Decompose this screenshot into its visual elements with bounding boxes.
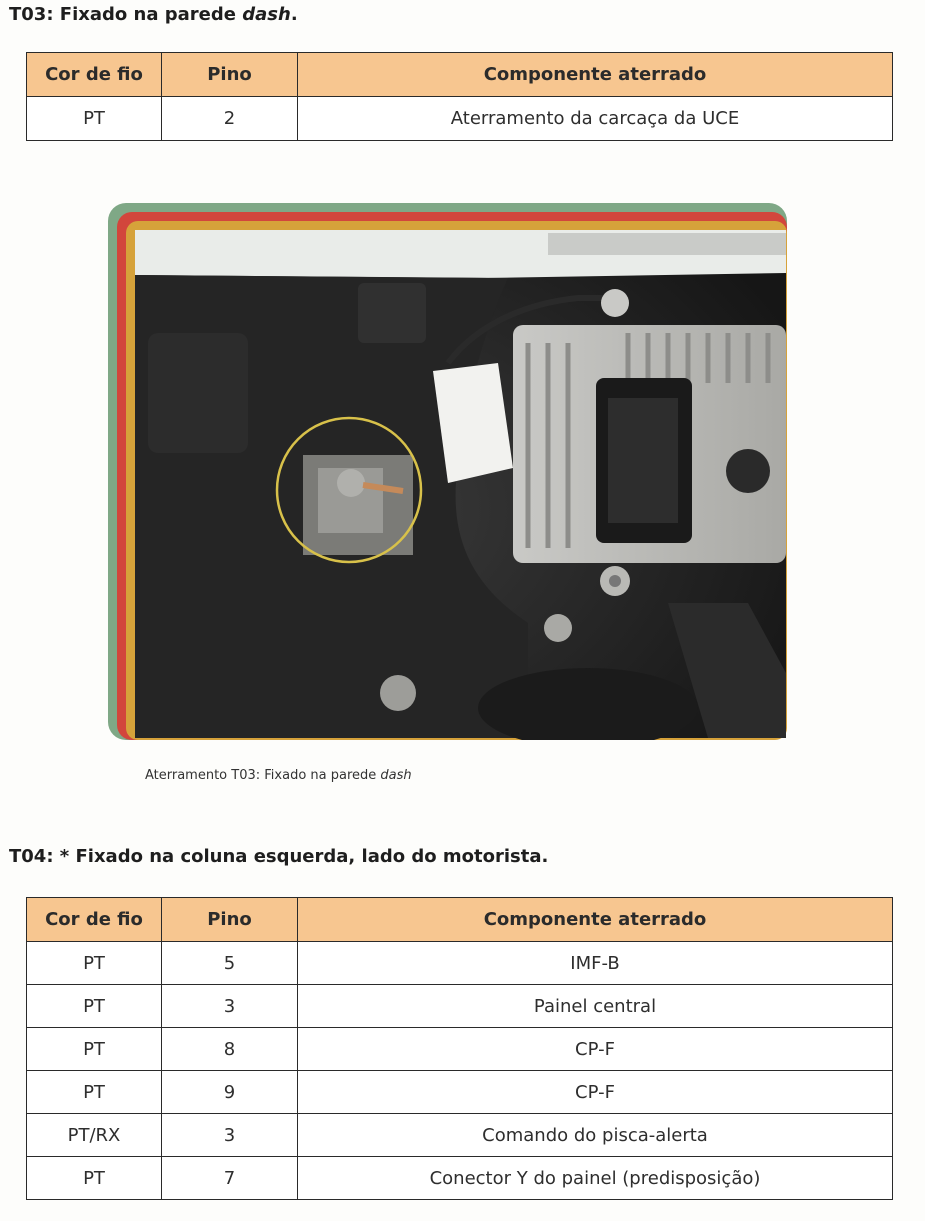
cell-componente: CP-F [298, 1071, 893, 1114]
caption-text: Aterramento T03: Fixado na parede [145, 768, 381, 783]
heading-end: . [290, 4, 298, 25]
heading-code: T03 [9, 4, 47, 25]
cell-componente: Comando do pisca-alerta [298, 1114, 893, 1157]
ecu-ground-photo [108, 203, 787, 740]
header-componente: Componente aterrado [298, 53, 893, 97]
heading-emph: dash [242, 4, 291, 25]
cell-pino: 2 [162, 97, 298, 141]
table-t03 [26, 52, 893, 141]
cell-pino: 7 [162, 1157, 298, 1200]
cell-componente: Conector Y do painel (predisposição) [298, 1157, 893, 1200]
cell-componente: CP-F [298, 1028, 893, 1071]
cell-cor: PT [27, 942, 162, 985]
table-header-row [27, 898, 893, 942]
table-row [27, 1028, 893, 1071]
cell-pino: 5 [162, 942, 298, 985]
cell-cor: PT [27, 1071, 162, 1114]
photo-caption [145, 768, 412, 783]
cell-cor: PT/RX [27, 1114, 162, 1157]
cell-pino: 8 [162, 1028, 298, 1071]
header-componente: Componente aterrado [298, 898, 893, 942]
heading-text: : * Fixado na coluna esquerda, lado do motorista. [46, 846, 549, 867]
section-heading-t04 [9, 846, 548, 867]
cell-componente: Aterramento da carcaça da UCE [298, 97, 893, 141]
heading-code: T04 [9, 846, 47, 867]
header-cor-de-fio: Cor de fio [27, 898, 162, 942]
cell-componente: Painel central [298, 985, 893, 1028]
heading-text: : Fixado na parede [46, 4, 243, 25]
cell-componente: IMF-B [298, 942, 893, 985]
table-row [27, 942, 893, 985]
header-cor-de-fio: Cor de fio [27, 53, 162, 97]
table-t04 [26, 897, 893, 1200]
header-pino: Pino [162, 53, 298, 97]
cell-pino: 9 [162, 1071, 298, 1114]
photo-illustration [108, 203, 787, 740]
cell-cor: PT [27, 1028, 162, 1071]
cell-pino: 3 [162, 985, 298, 1028]
cell-cor: PT [27, 97, 162, 141]
caption-emph: dash [380, 768, 412, 783]
table-row [27, 1114, 893, 1157]
table-row [27, 1071, 893, 1114]
cell-cor: PT [27, 1157, 162, 1200]
table-header-row [27, 53, 893, 97]
cell-cor: PT [27, 985, 162, 1028]
table-row [27, 97, 893, 141]
section-heading-t03 [9, 4, 298, 25]
table-row [27, 985, 893, 1028]
header-pino: Pino [162, 898, 298, 942]
table-row [27, 1157, 893, 1200]
cell-pino: 3 [162, 1114, 298, 1157]
